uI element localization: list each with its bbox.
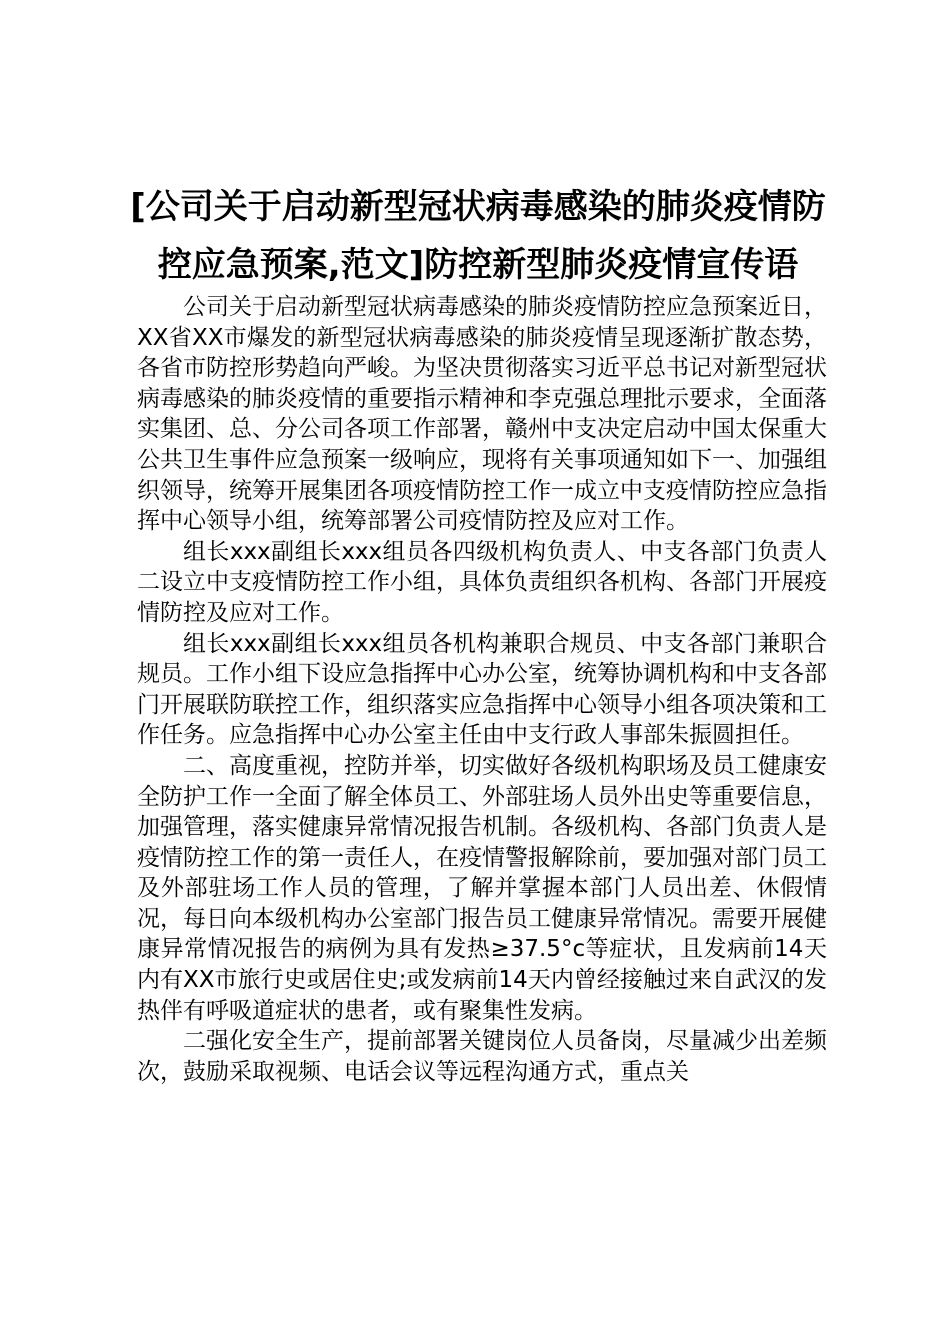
paragraph-health-protection: 二、高度重视，控防并举，切实做好各级机构职场及员工健康安全防护工作一全面了解全体员工、外部驻场人员外出史等重要信息，加强管理，落实健康异常情况报告机制。各级机构、各部门负责人是疫情防控工作的第一责任人，在疫情警报解除前，要加强对部门员工及外部驻场工作人员的管理，了解并掌握本部门人员出差、休假情况，每日向本级机构办公室部门报告员工健康异常情况。需要开展健康异常情况报告的病例为具有发热≥37.5°c等症状，且发病前14天内有XX市旅行史或居住史;或发病前14天内曾经接触过来自武汉的发热伴有呼吸道症状的患者，或有聚集性发病。: [137, 752, 827, 1024]
document-title: [公司关于启动新型冠状病毒感染的肺炎疫情防控应急预案,范文]防控新型肺炎疫情宣传语: [130, 187, 826, 285]
paragraph-working-group: 组长xxx副组长xxx组员各机构兼职合规员、中支各部门兼职合规员。工作小组下设应急指挥中心办公室，统筹协调机构和中支各部门开展联防联控工作，组织落实应急指挥中心领导小组各项决策和工作任务。应急指挥中心办公室主任由中支行政人事部朱振圆担任。: [137, 630, 827, 749]
document-body: [137, 292, 827, 1087]
paragraph-safe-production: 二强化安全生产，提前部署关键岗位人员备岗，尽量减少出差频次，鼓励采取视频、电话会议等远程沟通方式，重点关: [137, 1028, 827, 1085]
paragraph-leadership-group: 组长xxx副组长xxx组员各四级机构负责人、中支各部门负责人二设立中支疫情防控工作小组，具体负责组织各机构、各部门开展疫情防控及应对工作。: [137, 538, 827, 626]
paragraph-intro: 公司关于启动新型冠状病毒感染的肺炎疫情防控应急预案近日，XX省XX市爆发的新型冠状病毒感染的肺炎疫情呈现逐渐扩散态势，各省市防控形势趋向严峻。为坚决贯彻落实习近平总书记对新型冠状病毒感染的肺炎疫情的重要指示精神和李克强总理批示要求，全面落实集团、总、分公司各项工作部署，赣州中支决定启动中国太保重大公共卫生事件应急预案一级响应，现将有关事项通知如下一、加强组织领导，统筹开展集团各项疫情防控工作一成立中支疫情防控应急指挥中心领导小组，统筹部署公司疫情防控及应对工作。: [137, 294, 827, 535]
